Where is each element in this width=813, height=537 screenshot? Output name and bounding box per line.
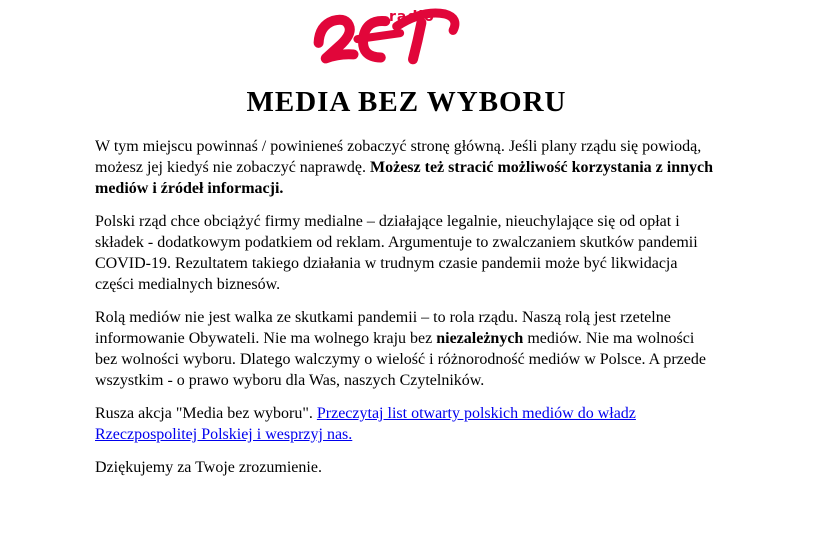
paragraph-4	[95, 403, 718, 445]
bold-text-run: Możesz też stracić możliwość korzystania z innych mediów i źródeł informacji.	[95, 159, 713, 197]
page-title: MEDIA BEZ WYBORU	[246, 86, 567, 118]
logo-zet-strokes	[317, 12, 457, 66]
logo-radio-text: radio	[388, 9, 435, 25]
open-letter-link[interactable]: Przeczytaj list otwarty polskich mediów do władz Rzeczpospolitej Polskiej i wesprzyj nas.	[95, 405, 636, 443]
text-run: Rolą mediów nie jest walka ze skutkami pandemii – to rola rządu. Naszą rolą jest rzetelne informowanie Obywateli. Nie ma wolnego kraju bez	[95, 309, 671, 347]
logo-letter-z	[317, 19, 354, 59]
radio-zet-logo-graphic	[313, 6, 473, 70]
paragraph-3	[95, 307, 718, 391]
text-run: Polski rząd chce obciążyć firmy medialne – działające legalnie, nieuchylające się od opłat i składek - dodatkowym podatkiem od reklam. Argumentuje to zwalczaniem skutków pandemii COVID-19. Rezultatem takiego działania w trudnym czasie pandemii może być likwidacja części medialnych biznesów.	[95, 213, 698, 293]
bold-text-run: niezależnych	[436, 330, 524, 347]
paragraph-5	[95, 457, 718, 478]
paragraph-2	[95, 211, 718, 295]
text-run: Dziękujemy za Twoje zrozumienie.	[95, 459, 322, 476]
radio-zet-logo	[95, 0, 718, 70]
article-body	[95, 136, 718, 478]
page-container	[95, 0, 718, 478]
text-run: W tym miejscu powinnaś / powinieneś zobaczyć stronę główną. Jeśli plany rządu się powiodą, możesz jej kiedyś nie zobaczyć naprawdę.	[95, 138, 702, 176]
paragraph-1	[95, 136, 718, 199]
text-run: Rusza akcja "Media bez wyboru".	[95, 405, 317, 422]
logo-letter-t-stem	[410, 23, 423, 60]
text-run: mediów. Nie ma wolności bez wolności wyboru. Dlatego walczymy o wielość i różnorodność mediów w Polsce. A przede wszystkim - o prawo wyboru dla Was, naszych Czytelników.	[95, 330, 706, 389]
